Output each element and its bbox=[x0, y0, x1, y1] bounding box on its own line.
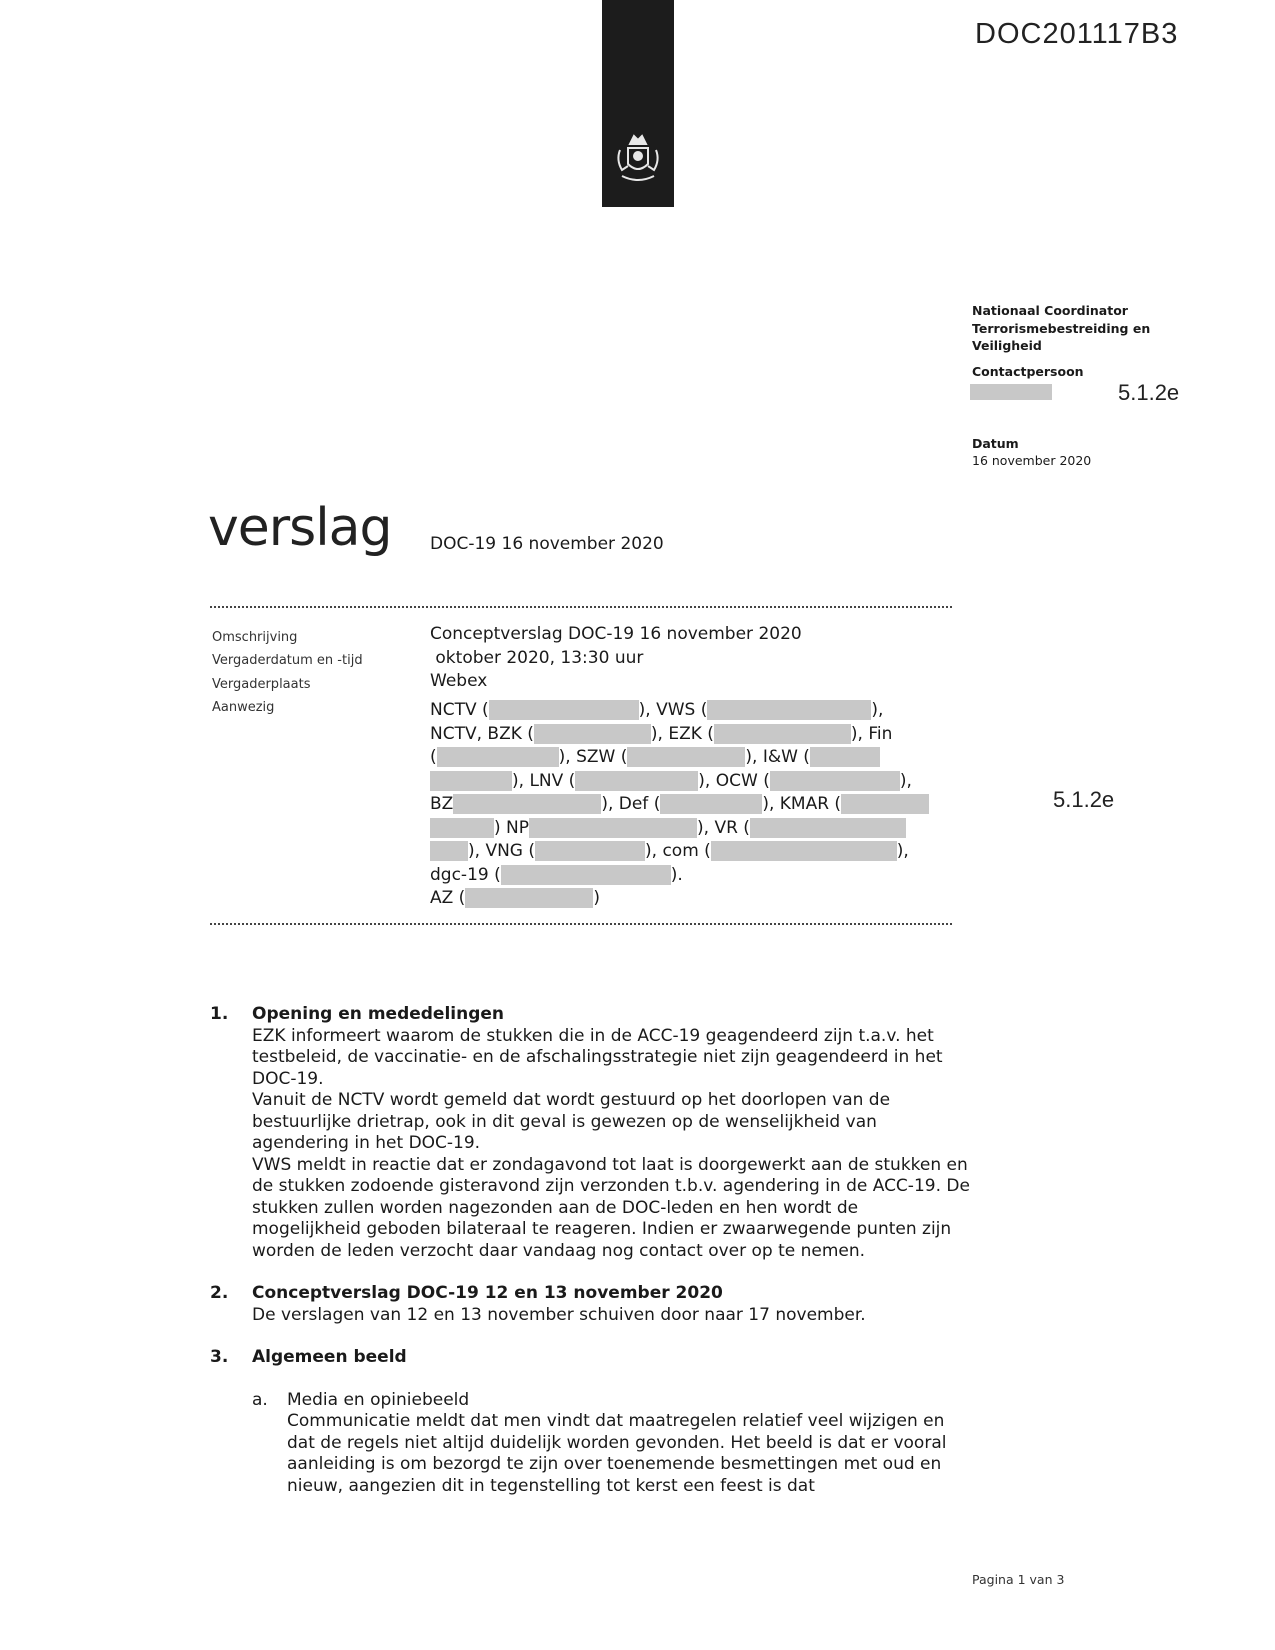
attendee-line: NCTV, BZK ( ), EZK ( ), Fin bbox=[430, 723, 893, 744]
redaction bbox=[529, 818, 697, 838]
redaction bbox=[437, 747, 559, 767]
attendee-line: BZ ), Def ( ), KMAR ( bbox=[430, 793, 950, 817]
item-number: 3. bbox=[210, 1347, 229, 1367]
redaction bbox=[453, 794, 601, 814]
meta-label-datum: Vergaderdatum en -tijd bbox=[212, 653, 363, 668]
meta-label-aanwezig: Aanwezig bbox=[212, 700, 275, 715]
attendee-line: ) NP ), VR ( bbox=[430, 817, 950, 841]
redaction bbox=[770, 771, 900, 791]
meta-label-plaats: Vergaderplaats bbox=[212, 677, 311, 692]
attendee-list bbox=[430, 699, 950, 911]
document-type-title: verslag bbox=[208, 498, 392, 558]
attendee-line: ), LNV ( ), OCW ( ), bbox=[430, 770, 950, 794]
redaction bbox=[707, 700, 871, 720]
page-number: Pagina 1 van 3 bbox=[972, 1572, 1065, 1587]
redaction-code: 5.1.2e bbox=[1118, 380, 1180, 405]
contact-redaction bbox=[970, 384, 1052, 400]
redaction bbox=[711, 841, 897, 861]
redaction bbox=[660, 794, 762, 814]
item-title: Algemeen beeld bbox=[252, 1347, 407, 1367]
attendee-line: ), VNG ( ), com ( ), bbox=[430, 840, 950, 864]
redaction bbox=[810, 747, 880, 767]
document-code: DOC201117B3 bbox=[975, 18, 1179, 50]
redaction bbox=[750, 818, 906, 838]
sub-item-letter: a. bbox=[252, 1389, 268, 1410]
date-label: Datum bbox=[972, 436, 1019, 451]
agenda-item bbox=[210, 1347, 970, 1497]
meta-label-omschrijving: Omschrijving bbox=[212, 630, 298, 645]
meta-plaats: Webex bbox=[430, 671, 488, 691]
item-title: Opening en mededelingen bbox=[252, 1004, 505, 1024]
item-number: 2. bbox=[210, 1283, 229, 1303]
redaction bbox=[535, 841, 645, 861]
coat-of-arms-icon bbox=[608, 130, 668, 190]
date-value: 16 november 2020 bbox=[972, 453, 1092, 468]
sender-organisation: Nationaal Coordinator Terrorismebestreiding en Veiligheid bbox=[972, 303, 1151, 353]
redaction bbox=[430, 771, 512, 791]
sub-item-title: Media en opiniebeeld bbox=[287, 1389, 470, 1410]
redaction bbox=[575, 771, 698, 791]
item-number: 1. bbox=[210, 1004, 229, 1024]
meta-datum-tijd: oktober 2020, 13:30 uur bbox=[430, 648, 644, 668]
divider-top bbox=[210, 606, 952, 608]
contact-label: Contactpersoon bbox=[972, 364, 1084, 379]
item-text: De verslagen van 12 en 13 november schuiven door naar 17 november. bbox=[252, 1304, 866, 1325]
divider-bottom bbox=[210, 923, 952, 925]
redaction-code: 5.1.2e bbox=[1053, 787, 1115, 812]
redaction bbox=[627, 747, 745, 767]
redaction bbox=[489, 700, 639, 720]
agenda-item bbox=[210, 1004, 970, 1262]
redaction bbox=[501, 865, 671, 885]
item-title: Conceptverslag DOC-19 12 en 13 november 2020 bbox=[252, 1283, 723, 1303]
agenda-item bbox=[210, 1283, 970, 1326]
redaction bbox=[714, 724, 851, 744]
agenda-items bbox=[210, 1004, 970, 1518]
sub-item bbox=[252, 1390, 970, 1498]
attendee-line: ( ), SZW ( ), I&W ( bbox=[430, 746, 950, 770]
document-subtitle: DOC-19 16 november 2020 bbox=[430, 534, 664, 554]
meta-omschrijving: Conceptverslag DOC-19 16 november 2020 bbox=[430, 624, 802, 644]
attendee-line: NCTV ( ), VWS ( ), bbox=[430, 700, 884, 720]
sub-item-text: Communicatie meldt dat men vindt dat maatregelen relatief veel wijzigen en dat de regels niet altijd duidelijk worden gevonden. Het beeld is dat er vooral aanleiding is om bezorgd te zijn over toenemende besmettingen met oud en nieuw, aangezien dit in tegenstelling tot kerst een feest is dat bbox=[287, 1411, 947, 1496]
redaction bbox=[430, 841, 468, 861]
attendee-line: AZ ( ) bbox=[430, 888, 600, 908]
item-text: EZK informeert waarom de stukken die in de ACC-19 geagendeerd zijn t.a.v. het testbeleid, de vaccinatie- en de afschalingsstrategie niet zijn geagendeerd in het DOC-19. Vanuit de NCTV wordt gemeld dat wordt gestuurd op het doorlopen van de bestuurlijke drietrap, ook in dit geval is gewezen op de wenselijkheid van agendering in het DOC-19. VWS meldt in reactie dat er zondagavond tot laat is doorgewerkt aan de stukken en de stukken zodoende gisteravond zijn verzonden t.b.v. agendering in de ACC-19. De stukken zullen worden nagezonden aan de DOC-leden en hen wordt de mogelijkheid geboden bilateraal te reageren. Indien er zwaarwegende punten zijn worden de leden verzocht daar vandaag nog contact over op te nemen. bbox=[252, 1025, 970, 1261]
redaction bbox=[430, 818, 494, 838]
attendee-line: dgc-19 ( ). bbox=[430, 864, 683, 885]
redaction bbox=[841, 794, 929, 814]
government-logo-bar bbox=[602, 0, 674, 207]
redaction bbox=[465, 888, 593, 908]
redaction bbox=[534, 724, 651, 744]
